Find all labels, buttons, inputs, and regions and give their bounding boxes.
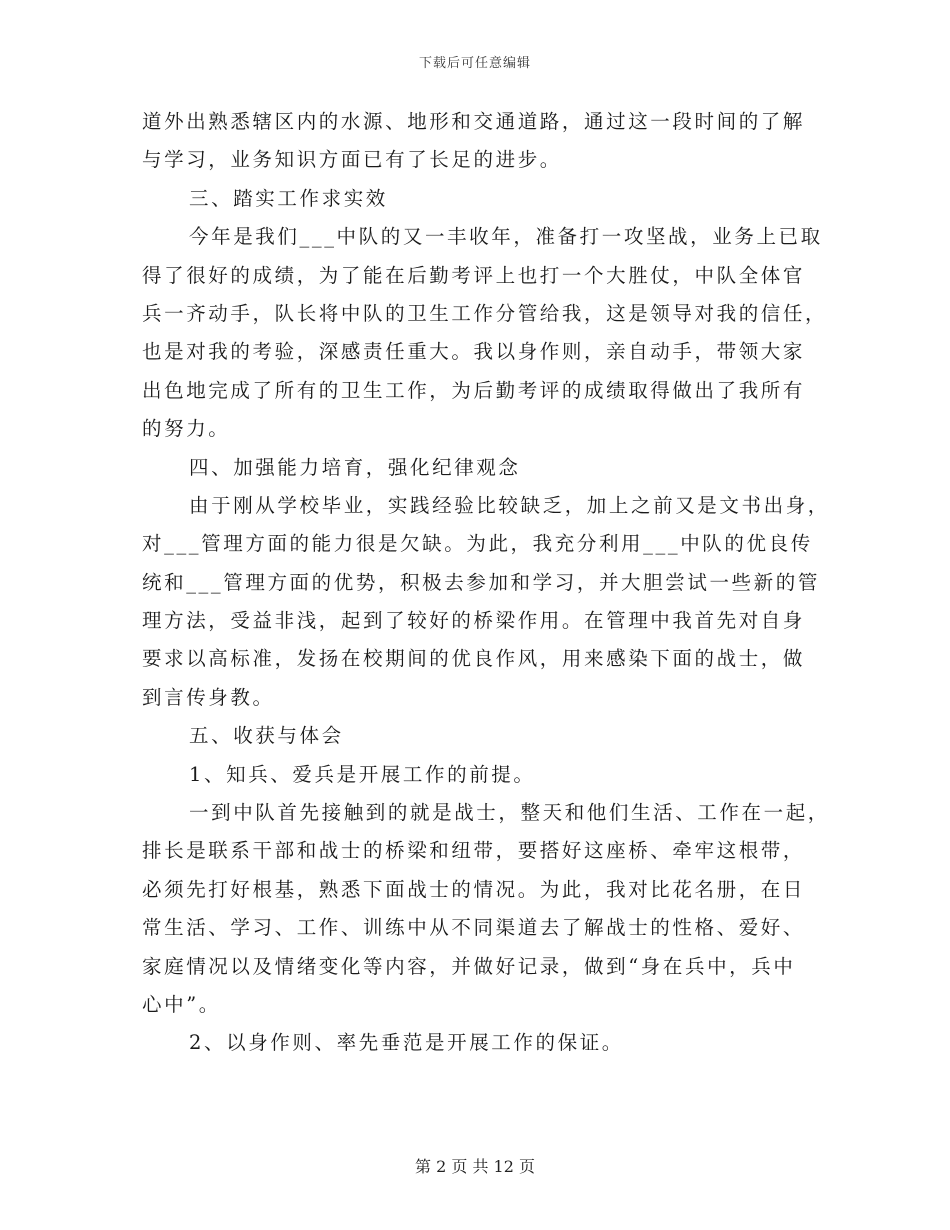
subheading-1: 1、知兵、爱兵是开展工作的前提。: [189, 762, 536, 786]
text-line: 常生活、学习、工作、训练中从不同渠道去了解战士的性格、爱好、: [142, 916, 806, 940]
text-line: 也是对我的考验，深感责任重大。我以身作则，亲自动手，带领大家: [142, 340, 806, 364]
text-line: 到言传身教。: [142, 685, 275, 709]
text-line: 心中”。: [142, 992, 221, 1016]
text-line: 今年是我们___中队的又一丰收年，准备打一攻坚战，业务上已取: [189, 225, 823, 249]
section-heading-4: 四、加强能力培育，强化纪律观念: [189, 455, 521, 479]
document-body: [142, 103, 830, 1063]
text-line: 一到中队首先接触到的就是战士，整天和他们生活、工作在一起，: [189, 801, 830, 825]
text-line: 由于刚从学校毕业，实践经验比较缺乏，加上之前又是文书出身，: [189, 493, 830, 517]
section-heading-3: 三、踏实工作求实效: [189, 186, 388, 210]
text-line: 要求以高标准，发扬在校期间的优良作风，用来感染下面的战士，做: [142, 647, 806, 671]
text-line: 家庭情况以及情绪变化等内容，并做好记录，做到“身在兵中，兵中: [142, 954, 796, 978]
text-line: 统和___管理方面的优势，积极去参加和学习，并大胆尝试一些新的管: [142, 570, 820, 594]
section-heading-5: 五、收获与体会: [189, 724, 344, 748]
page-header-note: 下载后可任意编辑: [418, 56, 531, 71]
text-line: 必须先打好根基，熟悉下面战士的情况。为此，我对比花名册，在日: [142, 877, 806, 901]
text-line: 对___管理方面的能力很是欠缺。为此，我充分利用___中队的优良传: [142, 532, 813, 556]
text-line: 道外出熟悉辖区内的水源、地形和交通道路，通过这一段时间的了解: [142, 110, 806, 133]
text-line: 出色地完成了所有的卫生工作，为后勤考评的成绩取得做出了我所有: [142, 378, 806, 402]
text-line: 与学习，业务知识方面已有了长足的进步。: [142, 148, 562, 172]
text-line: 得了很好的成绩，为了能在后勤考评上也打一个大胜仗，中队全体官: [142, 263, 806, 287]
page-number-footer: 第 2 页 共 12 页: [415, 1157, 535, 1176]
text-line: 兵一齐动手，队长将中队的卫生工作分管给我，这是领导对我的信任，: [142, 301, 828, 325]
text-line: 理方法，受益非浅，起到了较好的桥梁作用。在管理中我首先对自身: [142, 609, 806, 633]
text-line: 排长是联系干部和战士的桥梁和纽带，要搭好这座桥、牵牢这根带，: [142, 839, 806, 863]
subheading-2: 2、以身作则、率先垂范是开展工作的保证。: [189, 1031, 624, 1055]
text-line: 的努力。: [142, 417, 231, 441]
